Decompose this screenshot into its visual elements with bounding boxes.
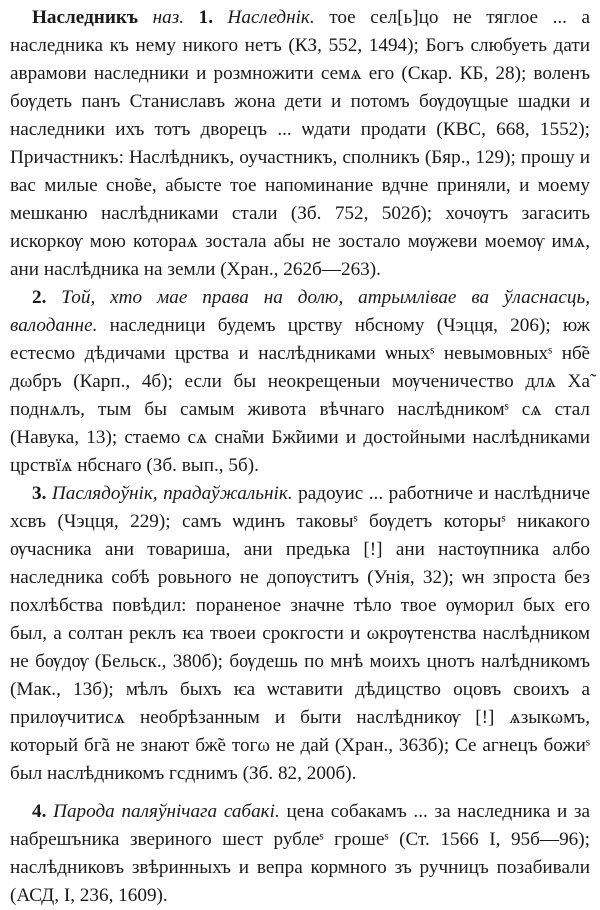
sense-citations: радоуис ... работниче и наслѣдниче хсвъ (Чэцця, 229); самъ ѡдинъ таковыˢ бѹдетъ которыˢ никакого ѹчасника ани товариша, ани предька [!] ани настѹпника албо наследника собѣ ровьного не допѹститъ (Унія, 32); ѡн зпроста без похлѣбства повѣдил: пораненое значне тѣло твое ѹморил бых его был, а солтан реклъ ѥа твоеи срокгости и ωкрѹтенства наслѣдником не бѹдѹ (Бельск., 380б); бѹдешь по мнѣ моихъ цнотъ налѣдникомъ (Мак., 13б); мѣлъ быхъ ѥа ѡставити дѣдицство оцовъ своихъ а прилѹчитисѧ необрѣзанным и быти наслѣдникѹ [!] ѧзыкωмъ, который бг̃а не знают бж̃е тогω не дай (Хран., 363б); Се агнецъ божиˢ был наслѣдникомъ гсднимъ (Зб. 82, 200б). bbox=[10, 483, 591, 784]
sense-citations: тое сел[ь]цо не тяглое ... а наследника къ нему никого нетъ (КЗ, 552, 1494); Богъ слюбуеть дати аврамови наследники и розмножити семѧ его (Скар. КБ, 28); воленъ бѹдеть панъ Станиславъ жона дети и потомъ бѹдѹщые шадки и наследники ихъ тотъ дворецъ ... ѡдати продати (КВС, 668, 1552); Причастникъ: Наслѣдникъ, оучастникъ, сполникъ (Бяр., 129); прошу и вас милые сно̃ве, абысте тое напоминание вдчне приняли, и моему мешканю наслѣдниками стали (Зб. 752, 502б); хочѹтъ загасить искоркѹ мою котораѧ зостала абы не зостало мѹжеви моемѹ имѧ, ани наслѣдника на земли (Хран., 262б—263). bbox=[10, 7, 591, 280]
sense-number: 4. bbox=[32, 801, 47, 822]
sense-gloss: Паслядоўнік, прадаўжальнік. bbox=[51, 483, 293, 504]
part-of-speech: наз. bbox=[152, 7, 185, 28]
sense-2 bbox=[10, 284, 590, 480]
sense-citations: цена собакамъ ... за наследника и за набрешъника звериного шест рублеˢ грошеˢ (Ст. 1566 I, 95б—96); наслѣдниковъ звѣринныхъ и вепра кормного зъ ручницъ позабивали (АСД, I, 236, 1609). bbox=[10, 801, 591, 906]
sense-gloss: Той, хто мае права на долю, атрымлівае ва ўласнасць, валоданне. bbox=[10, 287, 591, 336]
sense-number: 2. bbox=[32, 287, 47, 308]
sense-3 bbox=[10, 480, 590, 788]
sense-4 bbox=[10, 798, 590, 910]
dictionary-entry bbox=[10, 4, 590, 910]
sense-number: 1. bbox=[198, 7, 213, 28]
sense-1 bbox=[10, 4, 590, 284]
sense-number: 3. bbox=[32, 483, 47, 504]
sense-gloss: Наследнік. bbox=[227, 7, 315, 28]
headword: Наследникъ bbox=[32, 7, 139, 28]
sense-gloss: Парода паляўнічага сабакі. bbox=[53, 801, 280, 822]
sense-citations: наследници будемъ црству нбсному (Чэцця, 206); юж естесмо дѣдичами црства и наслѣдниками ѡныхˢ невымовныхˢ нб̃е дωбръ (Карп., 4б); если бы неокрещеныи мѹченичество длѧ Ха̃ поднѧлъ, тым бы самым живота вѣчнаго наслѣдникомˢ сѧ стал (Навука, 13); стаемо сѧ сна̃ми Бж̃иими и достойными наслѣдниками црствїѧ нбснаго (Зб. вып., 5б). bbox=[10, 315, 590, 476]
